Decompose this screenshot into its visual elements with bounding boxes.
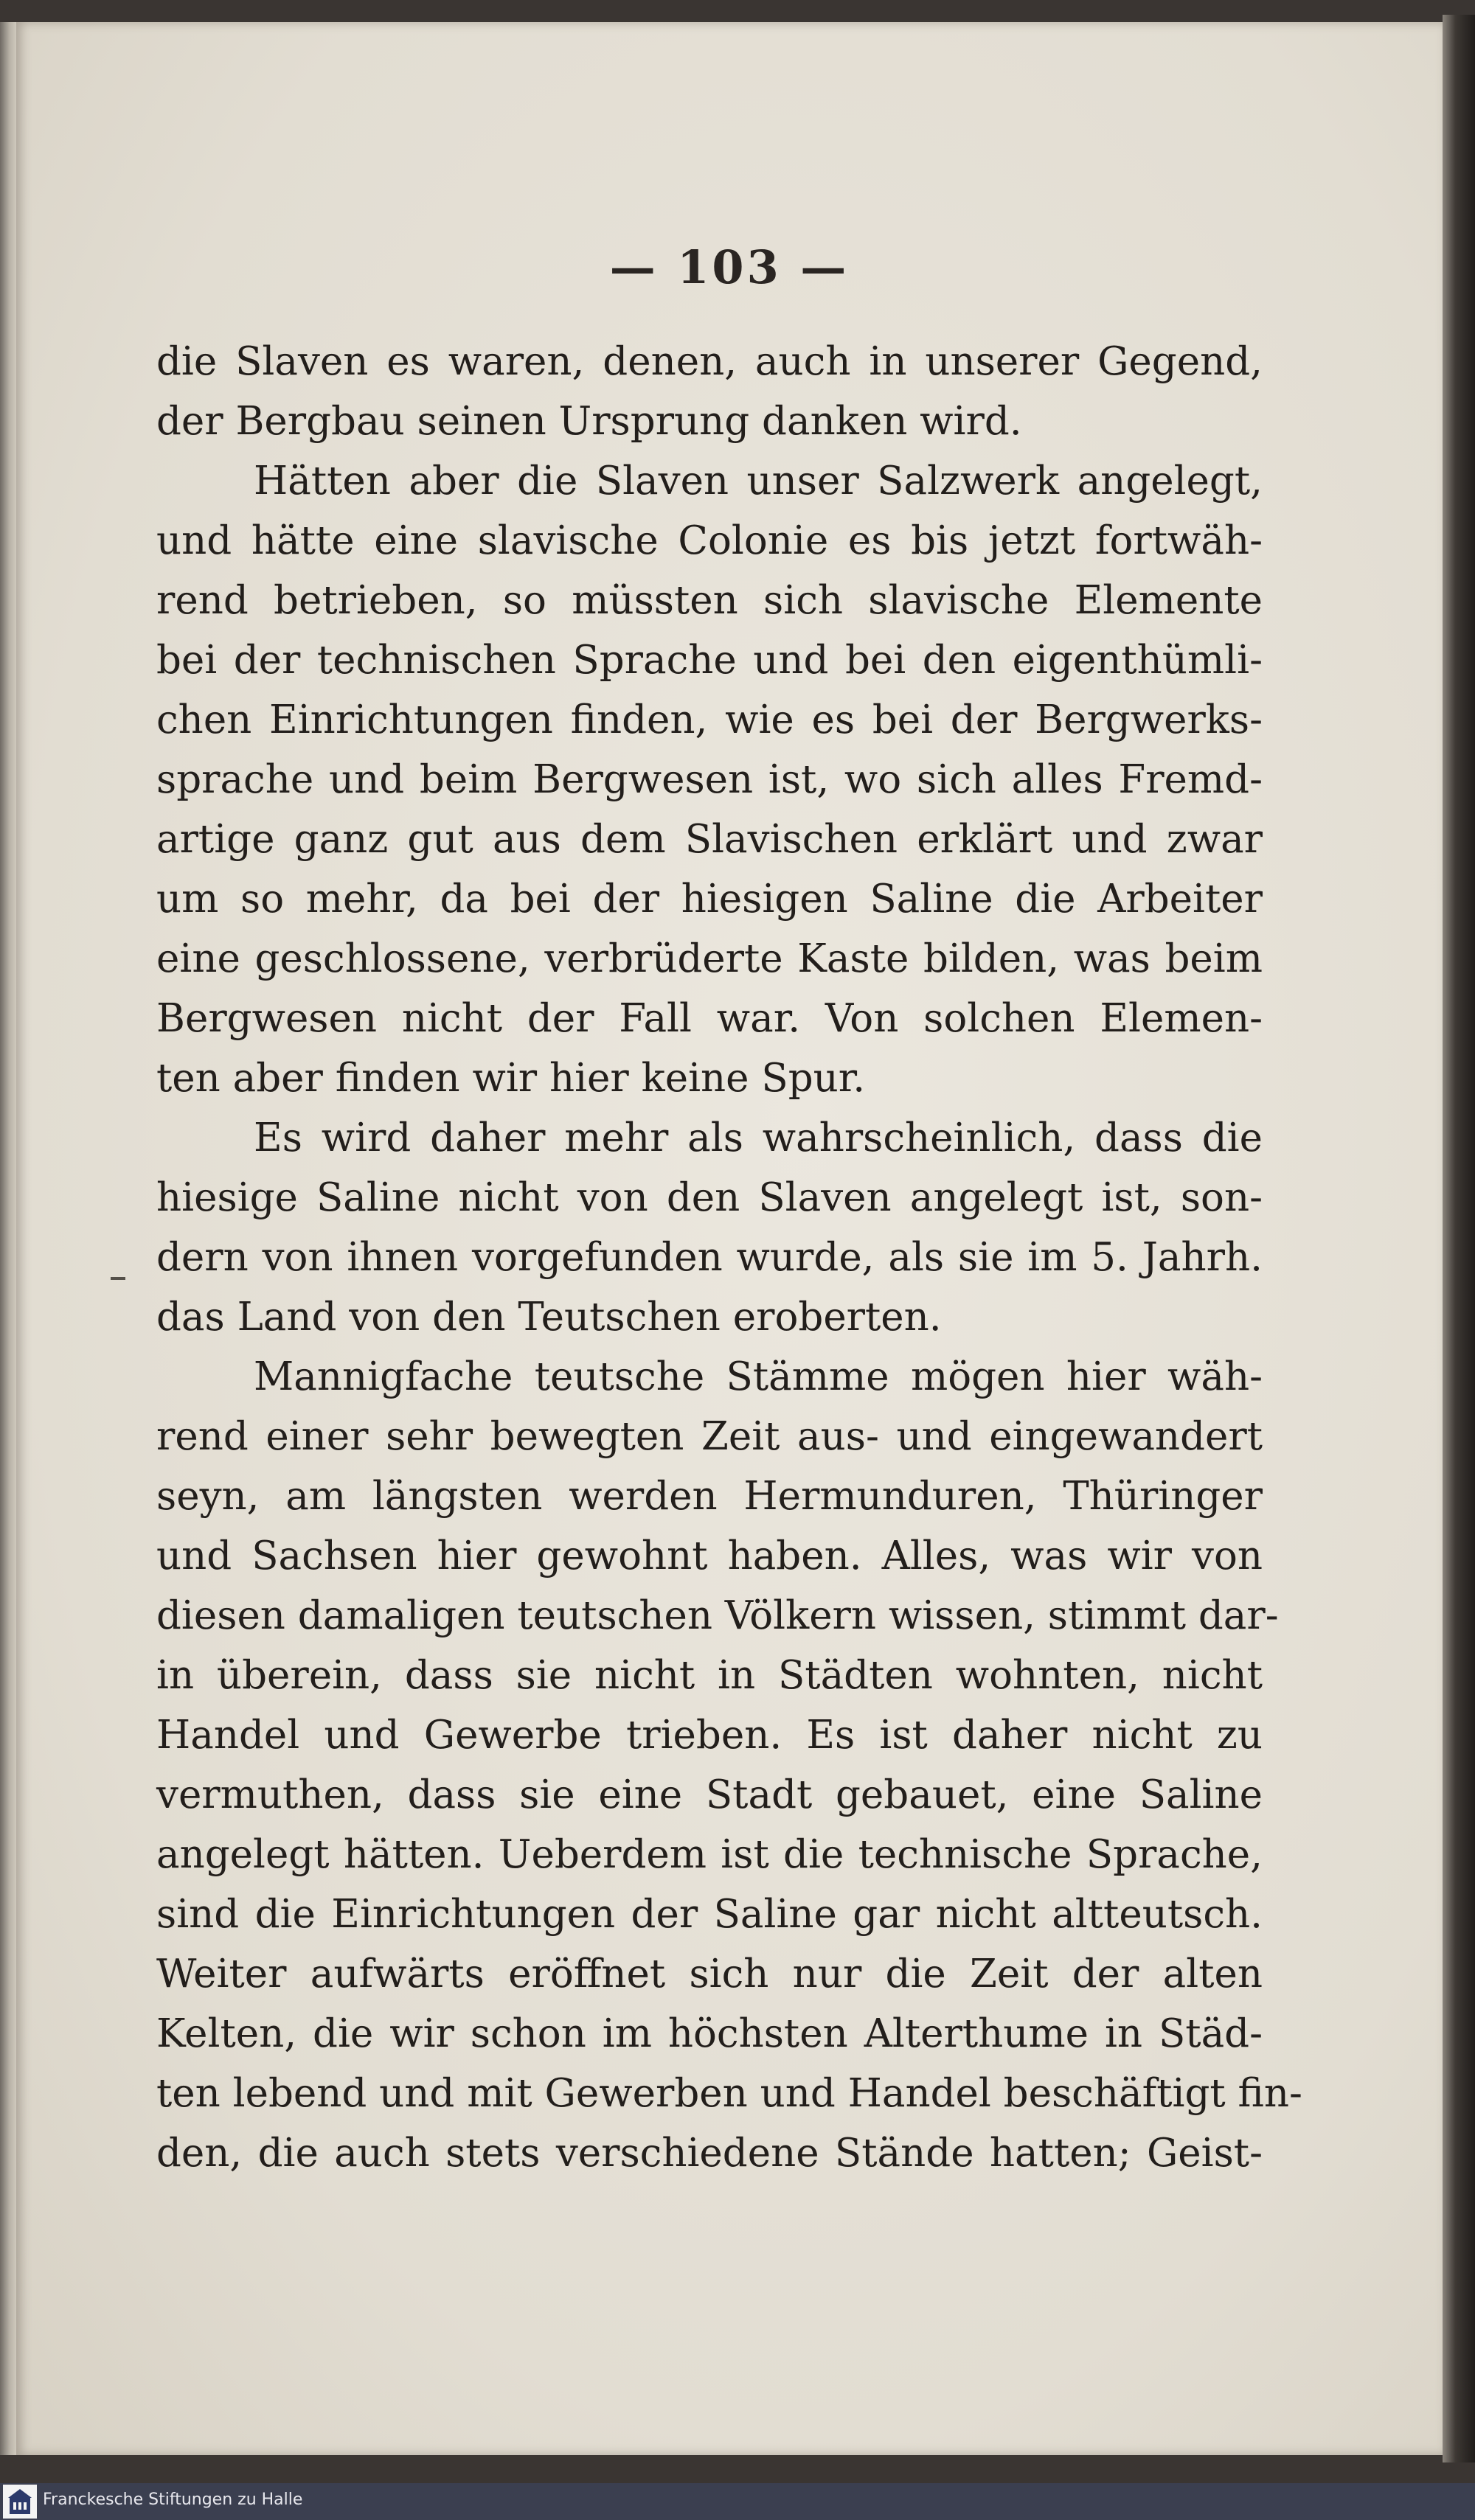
institution-logo-icon bbox=[3, 2485, 37, 2519]
text-line: Bergwesen nicht der Fall war. Von solchen Elemen- bbox=[156, 996, 1263, 1041]
text-line: der Bergbau seinen Ursprung danken wird. bbox=[156, 399, 1022, 444]
text-line: Weiter aufwärts eröffnet sich nur die Zeit der alten bbox=[156, 1952, 1263, 1997]
text-line: ten aber finden wir hier keine Spur. bbox=[156, 1056, 866, 1101]
text-line: das Land von den Teutschen eroberten. bbox=[156, 1295, 942, 1340]
book-gutter bbox=[0, 22, 16, 2455]
text-line: ten lebend und mit Gewerben und Handel beschäftigt fin- bbox=[156, 2071, 1302, 2116]
text-line: eine geschlossene, verbrüderte Kaste bilden, was beim bbox=[156, 936, 1263, 981]
text-line: sind die Einrichtungen der Saline gar nicht altteutsch. bbox=[156, 1892, 1263, 1937]
text-line: rend einer sehr bewegten Zeit aus- und eingewandert bbox=[156, 1414, 1263, 1459]
page-number: — 103 — bbox=[609, 240, 850, 294]
text-line: in überein, dass sie nicht in Städten wohnten, nicht bbox=[156, 1653, 1263, 1698]
text-line: den, die auch stets verschiedene Stände hatten; Geist- bbox=[156, 2131, 1263, 2176]
text-line: hiesige Saline nicht von den Slaven angelegt ist, son- bbox=[156, 1175, 1263, 1220]
margin-mark bbox=[111, 1277, 125, 1280]
text-line: Mannigfache teutsche Stämme mögen hier wäh- bbox=[254, 1354, 1263, 1399]
text-line: und hätte eine slavische Colonie es bis jetzt fortwäh- bbox=[156, 518, 1263, 563]
text-line: Es wird daher mehr als wahrscheinlich, dass die bbox=[254, 1115, 1263, 1160]
text-line: artige ganz gut aus dem Slavischen erklärt und zwar bbox=[156, 817, 1263, 862]
text-line: seyn, am längsten werden Hermunduren, Thüringer bbox=[156, 1474, 1263, 1519]
page-edge bbox=[1443, 15, 1475, 2462]
footer-institution-label: Franckesche Stiftungen zu Halle bbox=[43, 2491, 303, 2509]
text-line: chen Einrichtungen finden, wie es bei der Bergwerks- bbox=[156, 697, 1263, 742]
body-text bbox=[156, 332, 1302, 2183]
text-line: Hätten aber die Slaven unser Salzwerk angelegt, bbox=[254, 459, 1263, 504]
text-line: sprache und beim Bergwesen ist, wo sich alles Fremd- bbox=[156, 757, 1263, 802]
text-line: um so mehr, da bei der hiesigen Saline die Arbeiter bbox=[156, 877, 1263, 922]
text-line: vermuthen, dass sie eine Stadt gebauet, eine Saline bbox=[156, 1772, 1263, 1817]
institution-logo-icon-graphic bbox=[7, 2488, 32, 2516]
text-line: diesen damaligen teutschen Völkern wissen, stimmt dar- bbox=[156, 1593, 1279, 1638]
text-line: dern von ihnen vorgefunden wurde, als sie im 5. Jahrh. bbox=[156, 1235, 1263, 1280]
book-page bbox=[16, 22, 1443, 2455]
text-line: die Slaven es waren, denen, auch in unserer Gegend, bbox=[156, 339, 1263, 384]
text-line: angelegt hätten. Ueberdem ist die technische Sprache, bbox=[156, 1832, 1263, 1877]
text-line: Kelten, die wir schon im höchsten Alterthume in Städ- bbox=[156, 2011, 1263, 2056]
text-line: rend betrieben, so müssten sich slavische Elemente bbox=[156, 578, 1263, 623]
text-line: Handel und Gewerbe trieben. Es ist daher nicht zu bbox=[156, 1713, 1263, 1758]
text-line: bei der technischen Sprache und bei den eigenthümli- bbox=[156, 638, 1263, 683]
text-line: und Sachsen hier gewohnt haben. Alles, was wir von bbox=[156, 1534, 1263, 1579]
